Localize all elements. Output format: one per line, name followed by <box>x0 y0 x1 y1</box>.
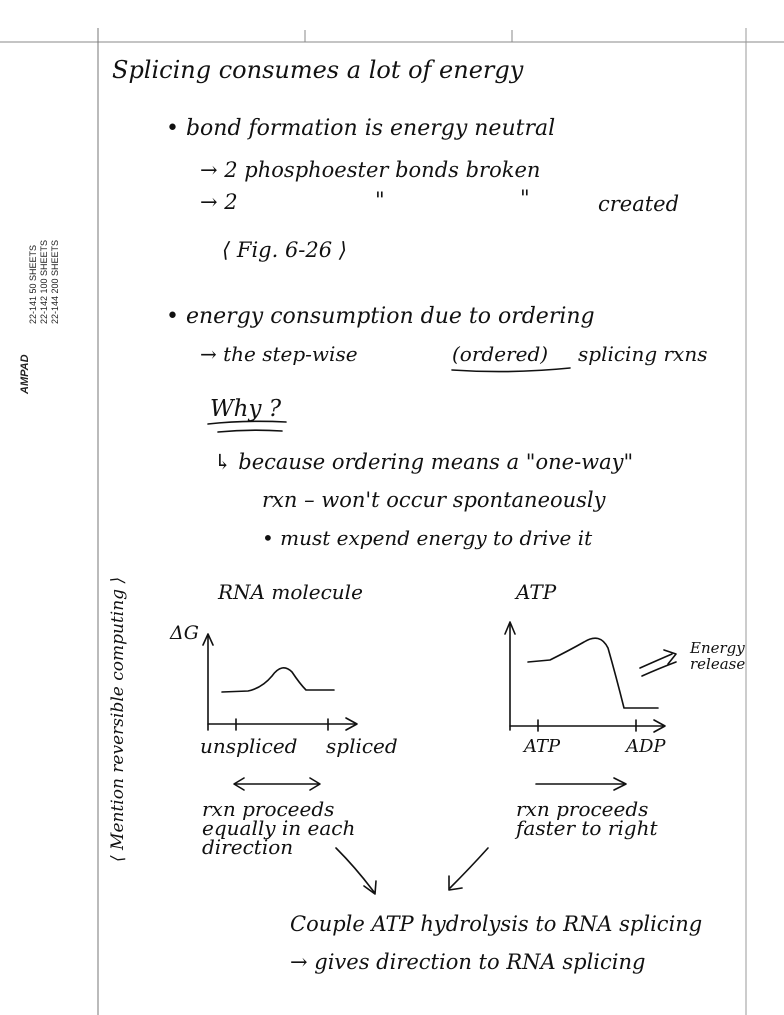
right-converge-arrow <box>450 848 488 888</box>
unspliced-label: unspliced <box>200 734 298 758</box>
arrow-bonds-broken: → 2 phosphoester bonds broken <box>200 158 541 182</box>
stamp-brand: AMPAD <box>19 354 31 394</box>
adp-x-label: ADP <box>626 736 666 757</box>
figure-reference: ⟨ Fig. 6-26 ⟩ <box>222 238 347 262</box>
created-label: created <box>598 192 680 216</box>
because-line-1: ↳ because ordering means a "one-way" <box>214 450 634 474</box>
conclusion-line-1: Couple ATP hydrolysis to RNA splicing <box>290 912 703 936</box>
atp-diagram-title: ATP <box>516 580 557 604</box>
rna-energy-curve <box>222 668 334 692</box>
why-underline-2 <box>218 430 282 432</box>
because-line-2: rxn – won't occur spontaneously <box>262 488 606 512</box>
atp-caption-line-2: faster to right <box>516 816 658 840</box>
bullet-bond-formation: • bond formation is energy neutral <box>166 116 556 141</box>
rna-caption-line-2: equally in each <box>202 816 356 840</box>
energy-release-line-1: Energy <box>690 639 745 657</box>
ditto-mark-2: " <box>520 186 530 210</box>
ordered-underline <box>452 368 570 372</box>
bullet-energy-consumption: • energy consumption due to ordering <box>166 304 595 329</box>
stamp-line-1: 22-141 50 SHEETS <box>28 244 38 324</box>
atp-caption-line-1: rxn proceeds <box>516 797 649 821</box>
left-converge-arrow <box>336 848 374 892</box>
splicing-rxns: splicing rxns <box>578 342 708 366</box>
ordered-word: (ordered) <box>452 342 549 366</box>
ditto-mark-1: " <box>375 188 385 212</box>
rna-caption-line-1: rxn proceeds <box>202 797 335 821</box>
margin-note: ⟨ Mention reversible computing ⟩ <box>108 576 128 862</box>
atp-energy-curve <box>528 638 658 708</box>
why-heading: Why ? <box>210 396 282 422</box>
stamp-line-3: 22-144 200 SHEETS <box>50 239 60 324</box>
conclusion-line-2: → gives direction to RNA splicing <box>290 950 646 974</box>
because-line-3: • must expend energy to drive it <box>262 526 593 550</box>
spliced-label: spliced <box>326 734 398 758</box>
why-underline-1 <box>208 421 286 424</box>
rna-diagram-title: RNA molecule <box>218 580 363 604</box>
energy-release-line-2: release <box>690 655 746 673</box>
rna-caption-line-3: direction <box>202 835 294 859</box>
arrow-created-number: → 2 <box>200 190 238 214</box>
atp-x-label: ATP <box>524 736 561 757</box>
delta-g-axis-label: ΔG <box>170 622 199 644</box>
stamp-line-2: 22-142 100 SHEETS <box>39 239 49 324</box>
page-title: Splicing consumes a lot of energy <box>112 56 524 84</box>
stepwise-prefix: → the step-wise <box>200 342 358 366</box>
